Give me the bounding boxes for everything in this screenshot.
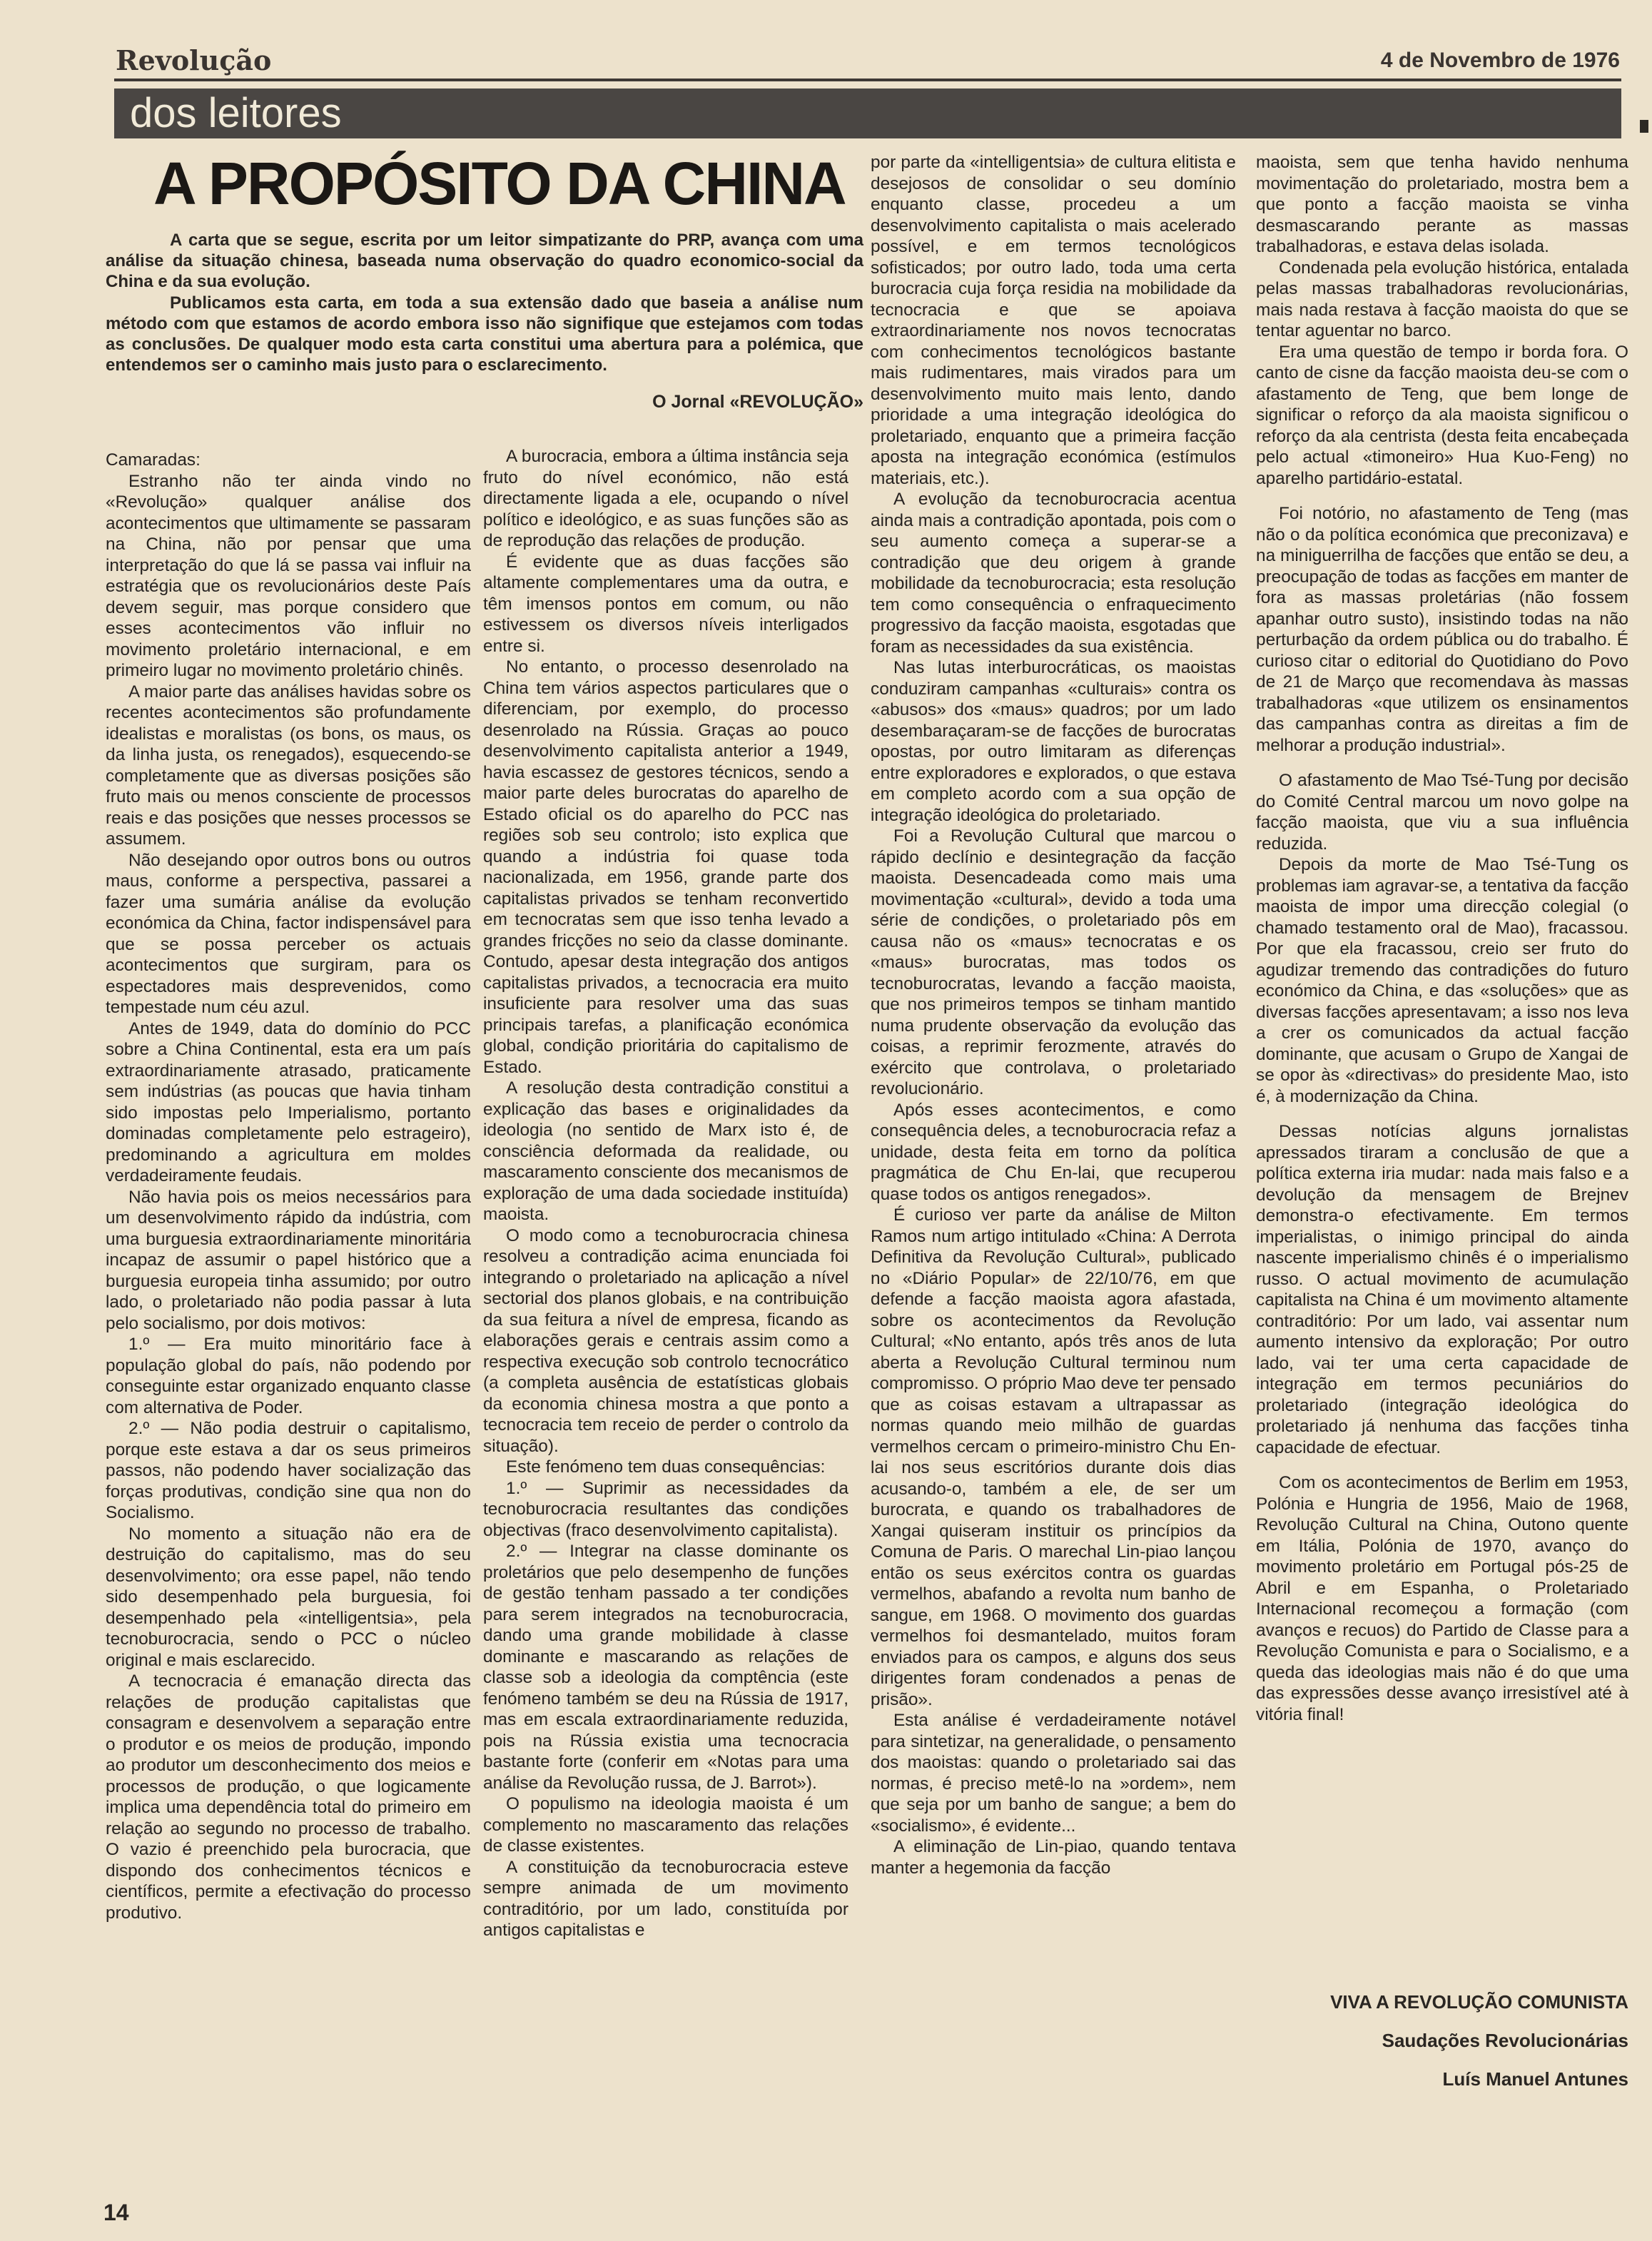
paragraph: Com os acontecimentos de Berlim em 1953, Polónia e Hungria de 1956, Maio de 1968, Revolução Cultural na China, Outono quente em Itália, Polónia de 1970, avanço do movimento proletário em Portugal pós-25 de Abril e em Espanha, o Proletariado Internacional recomeçou a formação (com avanços e recuos) do Partido de Classe para a Revolução Comunista e para o Socialismo, e a queda das ideologias mais não é do que uma das expressões desse avanço irresistível até à vitória final! xyxy=(1256,1473,1628,1724)
paragraph: A resolução desta contradição constitui a explicação das bases e originalidades da ideologia (no sentido de Marx isto é, de consciência deformada da realidade, ou mascaramento consciente dos mecanismos de exploração de uma dada sociedade instituída) maoista. xyxy=(483,1078,848,1224)
paragraph: Este fenómeno tem duas consequências: xyxy=(506,1457,826,1477)
issue-date: 4 de Novembro de 1976 xyxy=(1380,49,1620,72)
paragraph: Era uma questão de tempo ir borda fora. O canto de cisne da facção maoista deu-se com o afastamento de Teng, que bem longe de significar o reforço da ala maoista significou o reforço da ala centrista (desta feita encabeçada pelo actual «timoneiro» Hua Kuo-Feng) no aparelho partidário-estatal. xyxy=(1256,342,1628,488)
edge-mark xyxy=(1640,120,1648,133)
intro-signature: O Jornal «REVOLUÇÃO» xyxy=(652,392,863,412)
paragraph: No momento a situação não era de destruição do capitalismo, mas do seu desenvolvimento; ora esse papel, não tendo sido desempenhado pela burguesia, foi desempenhado pela «intelligentsia», pela tecnoburocracia, sendo o PCC o núcleo original e mais esclarecido. xyxy=(106,1524,471,1670)
article-column-2 xyxy=(483,446,848,2187)
paragraph: O afastamento de Mao Tsé-Tung por decisão do Comité Central marcou um novo golpe na facção maoista, que viu a sua influência reduzida. xyxy=(1256,771,1628,854)
article-headline: A PROPÓSITO DA CHINA xyxy=(153,150,846,217)
paragraph: É curioso ver parte da análise de Milton Ramos num artigo intitulado «China: A Derrota Definitiva da Revolução Cultural», publicado no «Diário Popular» de 22/10/76, em que defende a facção maoista agora afastada, sobre os acontecimentos da Revolução Cultural; «No entanto, após três anos de luta aberta a Revolução Cultural terminou num compromisso. O próprio Mao deve ter pensado que as coisas estavam a ultrapassar as normas quando meio milhão de guardas vermelhos cercam o primeiro-ministro Chu En-lai nos seus escritórios durante dois dias acusando-o, também a ele, de ser um burocrata, e quando os trabalhadores de Xangai quiseram instituir os princípios da Comuna de Paris. O marechal Lin-piao lançou então os seus exércitos contra os guardas vermelhos, abafando a revolta num banho de sangue, em 1968. O movimento dos guardas vermelhos foi desmantelado, muitos foram enviados para os campos, e alguns dos seus dirigentes foram condenados a penas de prisão». xyxy=(871,1205,1236,1709)
paragraph: por parte da «intelligentsia» de cultura elitista e desejosos de consolidar o seu domínio enquanto classe, procedeu a um desenvolvimento capitalista o mais acelerado possível, e em termos tecnológicos sofisticados; por outro lado, toda uma certa burocracia cuja força residia na mobilidade da tecnocracia e que se apoiava extraordinariamente nos novos tecnocratas com conhecimentos tecnológicos bastante mais rudimentares, mais virados para um desenvolvimento muito mais lento, dando prioridade a uma integração ideológica do proletariado, enquanto que a primeira facção aposta na integração económica (estímulos materiais, etc.). xyxy=(871,153,1236,488)
masthead-rule xyxy=(114,79,1621,81)
paragraph: A tecnocracia é emanação directa das relações de produção capitalistas que consagram e desenvolvem a separação entre o produtor e os meios de produção, impondo ao produtor um desconhecimento dos meios e processos de produção, o que logicamente implica uma dependência total do primeiro em relação ao segundo no processo de trabalho. O vazio é preenchido pela burocracia, que dispondo dos conhecimentos técnicos e científicos, permite a efectivação do processo produtivo. xyxy=(106,1671,471,1923)
paragraph: Depois da morte de Mao Tsé-Tung os problemas iam agravar-se, a tentativa da facção maoista de impor uma direcção colegial (o chamado testamento oral de Mao), fracassou. Por que ela fracassou, creio ser fruto do agudizar tremendo das contradições do futuro económico da China, e das «soluções» que as diversas facções apresentavam; a isso nos leva a crer os comunicados da actual facção dominante, que acusam o Grupo de Xangai de se opor às «directivas» do presidente Mao, isto é, à modernização da China. xyxy=(1256,855,1628,1106)
letter-closing xyxy=(1256,1990,1628,2091)
paragraph: Após esses acontecimentos, e como consequência deles, a tecnoburocracia refaz a unidade, desta feita em torno da política pragmática de Chu En-lai, que recuperou quase todos os antigos renegados». xyxy=(871,1100,1236,1204)
page-number: 14 xyxy=(103,2200,129,2225)
paragraph: Estranho não ter ainda vindo no «Revolução» qualquer análise dos acontecimentos que ultimamente se passaram na China, não por pensar que uma interpretação do que lá se passa vai influir na estratégia que os revolucionários deste País devem seguir, mas porque considero que esses acontecimentos vão influir no movimento proletário internacional, e em primeiro lugar no movimento proletário chinês. xyxy=(106,471,471,680)
section-banner xyxy=(114,88,1621,138)
paragraph: A burocracia, embora a última instância seja fruto do nível económico, não está directamente ligada a ele, ocupando o nível político e ideológico, e as suas funções são as de reprodução das relações de produção. xyxy=(483,447,848,550)
paragraph: Não havia pois os meios necessários para um desenvolvimento rápido da indústria, com uma burguesia extraordinariamente minoritária incapaz de assumir o papel histórico que a burguesia europeia tinha assumido; por outro lado, o proletariado não podia passar à luta pelo socialismo, por dois motivos: xyxy=(106,1187,471,1333)
section-title: dos leitores xyxy=(130,90,342,136)
paragraph: Foi a Revolução Cultural que marcou o rápido declínio e desintegração da facção maoista. Desencadeada como mais uma movimentação «cultural», devido a toda uma série de condições, o proletariado pôs em causa não os «maus» tecnocratas e os «maus» burocratas, mas todos os tecnoburocratas, levando a facção maoista, que nos primeiros tempos se tinham mantido numa prudente observação da evolução das coisas, a reprimir ferozmente, através do exército que controlava, o proletariado revolucionário. xyxy=(871,826,1236,1098)
letter-author: Luís Manuel Antunes xyxy=(1442,2068,1628,2090)
paragraph: No entanto, o processo desenrolado na China tem vários aspectos particulares que o diferenciam, por exemplo, do processo desenrolado na Rússia. Graças ao pouco desenvolvimento capitalista anterior a 1949, havia escassez de gestores técnicos, sendo a maior parte deles burocratas do aparelho de Estado oficial os do aparelho do PCC nas regiões sob seu controlo; isto explica que quando a indústria foi quase toda nacionalizada, em 1956, grande parte dos capitalistas privados se tenham reconvertido em tecnocratas sem que isso tenha levado a grandes fricções no seio da classe dominante. Contudo, apesar desta integração dos antigos capitalistas privados, a tecnocracia era muito insuficiente para resolver uma das suas principais tarefas, a planificação económica global, condição prioritária do capitalismo de Estado. xyxy=(483,657,848,1077)
paragraph: 2.º — Integrar na classe dominante os proletários que pelo desempenho de funções de gestão tenham passado a ter condições para serem integrados na tecnoburocracia, dando uma grande mobilidade à classe dominante e mascarando as relações de classe sob a ideologia da comptência (este fenómeno também se deu na Rússia de 1917, mas em escala extraordinariamente reduzida, pois na Rússia existia uma tecnocracia bastante forte (conferir em «Notas para uma análise da Revolução russa, de J. Barrot»). xyxy=(483,1542,848,1793)
paragraph: A constituição da tecnoburocracia esteve sempre animada de um movimento contraditório, por um lado, constituída por antigos capitalistas e xyxy=(483,1857,848,1940)
closing-greeting: Saudações Revolucionárias xyxy=(1382,2030,1628,2051)
paragraph: É evidente que as duas facções são altamente complementares uma da outra, e têm imensos pontos em comum, ou não estivessem os diversos níveis interligados entre si. xyxy=(483,552,848,656)
salutation: Camaradas: xyxy=(106,450,201,470)
paragraph: Não desejando opor outros bons ou outros maus, conforme a perspectiva, passarei a fazer uma sumária análise da evolução económica da China, factor indispensável para que se possa perceber os actuais acontecimentos que surgiram, para os espectadores mais desprevenidos, como tempestade num céu azul. xyxy=(106,850,471,1017)
paragraph: 1.º — Era muito minoritário face à população global do país, não podendo por conseguinte estar organizado enquanto classe com alternativa de Poder. xyxy=(106,1335,471,1417)
paragraph: 2.º — Não podia destruir o capitalismo, porque este estava a dar os seus primeiros passos, não podendo haver socialização das forças produtivas, condição sine qua non do Socialismo. xyxy=(106,1419,471,1522)
article-column-3 xyxy=(871,152,1236,2193)
paragraph: O modo como a tecnoburocracia chinesa resolveu a contradição acima enunciada foi integrando o proletariado na aplicação a nível sectorial dos planos globais, e na contribuição da sua feitura a nível de empresa, ficando as elaborações gerais e centrais assim como a respectiva execução sob controlo tecnocrático (a completa ausência de estatísticas globais da economia chinesa mostra a que ponto a tecnocracia tem receio de perder o controlo da situação). xyxy=(483,1225,848,1456)
paragraph: Antes de 1949, data do domínio do PCC sobre a China Continental, esta era um país extraordinariamente atrasado, praticamente sem indústrias (as poucas que havia tinham sido impostas pelo Imperialismo, portanto dominadas completamente pelo estrageiro), predominando a agricultura em moldes verdadeiramente feudais. xyxy=(106,1018,471,1185)
paragraph: O populismo na ideologia maoista é um complemento no mascaramento das relações de classe existentes. xyxy=(483,1794,848,1856)
closing-slogan: VIVA A REVOLUÇÃO COMUNISTA xyxy=(1330,1991,1628,2013)
paragraph: Foi notório, no afastamento de Teng (mas não o da política económica que preconizava) e na miniguerrilha de facções que então se deu, a preocupação de todas as facções em manter de fora as massas proletárias (não fossem apanhar outro susto), insistindo todas na não perturbação da ordem pública ou do trabalho. É curioso citar o editorial do Quotidiano do Povo de 21 de Março que recomendava às massas trabalhadoras «que utilizem os ensinamentos das campanhas contra as direitas a fim de melhorar a produção industrial». xyxy=(1256,504,1628,755)
paragraph: A eliminação de Lin-piao, quando tentava manter a hegemonia da facção xyxy=(871,1837,1236,1878)
paragraph: Esta análise é verdadeiramente notável para sintetizar, na generalidade, o pensamento dos maoistas: quando o proletariado sai das normas, é preciso metê-lo na »ordem», nem que seja por um banho de sangue; a bem do «socialismo», é evidente... xyxy=(871,1711,1236,1836)
article-column-1 xyxy=(106,450,471,2191)
paragraph: A evolução da tecnoburocracia acentua ainda mais a contradição apontada, pois com o seu aumento começa a superar-se a contradição que deu origem à grande mobilidade da tecnoburocracia; esta resolução tem como consequência o enfraquecimento progressivo da facção maoista, esgotadas que foram as necessidades da sua existência. xyxy=(871,490,1236,657)
newspaper-name: Revolução xyxy=(116,44,272,76)
paragraph: Dessas notícias alguns jornalistas apressados tiraram a conclusão de que a política externa iria mudar: nada mais falso e a devolução da mensagem de Brejnev demonstra-o efectivamente. Em termos imperialistas, o inimigo principal do ainda nascente imperialismo chinês é o imperialismo russo. O actual movimento de acumulação capitalista na China é um movimento altamente contraditório: Por um lado, vai assentar num aumento intensivo da exploração; Por outro lado, vai ter uma certa capacidade de integração em termos pecuniários do proletariado (integração ideológica do proletariado já nenhuma das facções tinha capacidade de efectuar. xyxy=(1256,1122,1628,1457)
paragraph: Nas lutas interburocráticas, os maoistas conduziram campanhas «culturais» contra os «abusos» dos «maus» quadros; por um lado desembaraçaram-se de facções de burocratas opostas, por outro limitaram as diferenças entre exploradores e explorados, o que estava em completo acordo com a sua opção de integração ideológica do proletariado. xyxy=(871,658,1236,825)
intro-paragraph: A carta que se segue, escrita por um leitor simpatizante do PRP, avança com uma análise da situação chinesa, baseada numa observação do quadro economico-social da China e da sua evolução. xyxy=(106,231,863,292)
masthead xyxy=(114,44,1620,76)
paragraph: Condenada pela evolução histórica, entalada pelas massas trabalhadoras revolucionárias, mais nada restava à facção maoista do que se tentar aguentar no barco. xyxy=(1256,258,1628,340)
paragraph: A maior parte das análises havidas sobre os recentes acontecimentos são profundamente idealistas e moralistas (os bons, os maus, os da linha justa, os renegados), esquecendo-se completamente que as diversas posições são fruto mais ou menos consciente de processos reais e das posições que nesses processos se assumem. xyxy=(106,682,471,849)
article-column-4 xyxy=(1256,152,1628,1986)
intro-paragraph: Publicamos esta carta, em toda a sua extensão dado que baseia a análise num método com que estamos de acordo embora isso não signifique que estejamos com todas as conclusões. De qualquer modo esta carta constitui uma abertura para a polémica, que entendemos ser o caminho mais justo para o esclarecimento. xyxy=(106,293,863,375)
paragraph: maoista, sem que tenha havido nenhuma movimentação do proletariado, mostra bem a que ponto a facção maoista se vinha desmascarando perante as massas trabalhadoras, e estava delas isolada. xyxy=(1256,153,1628,256)
paragraph: 1.º — Suprimir as necessidades da tecnoburocracia resultantes das condições objectivas (fraco desenvolvimento capitalista). xyxy=(483,1478,848,1540)
editorial-intro xyxy=(106,230,863,412)
